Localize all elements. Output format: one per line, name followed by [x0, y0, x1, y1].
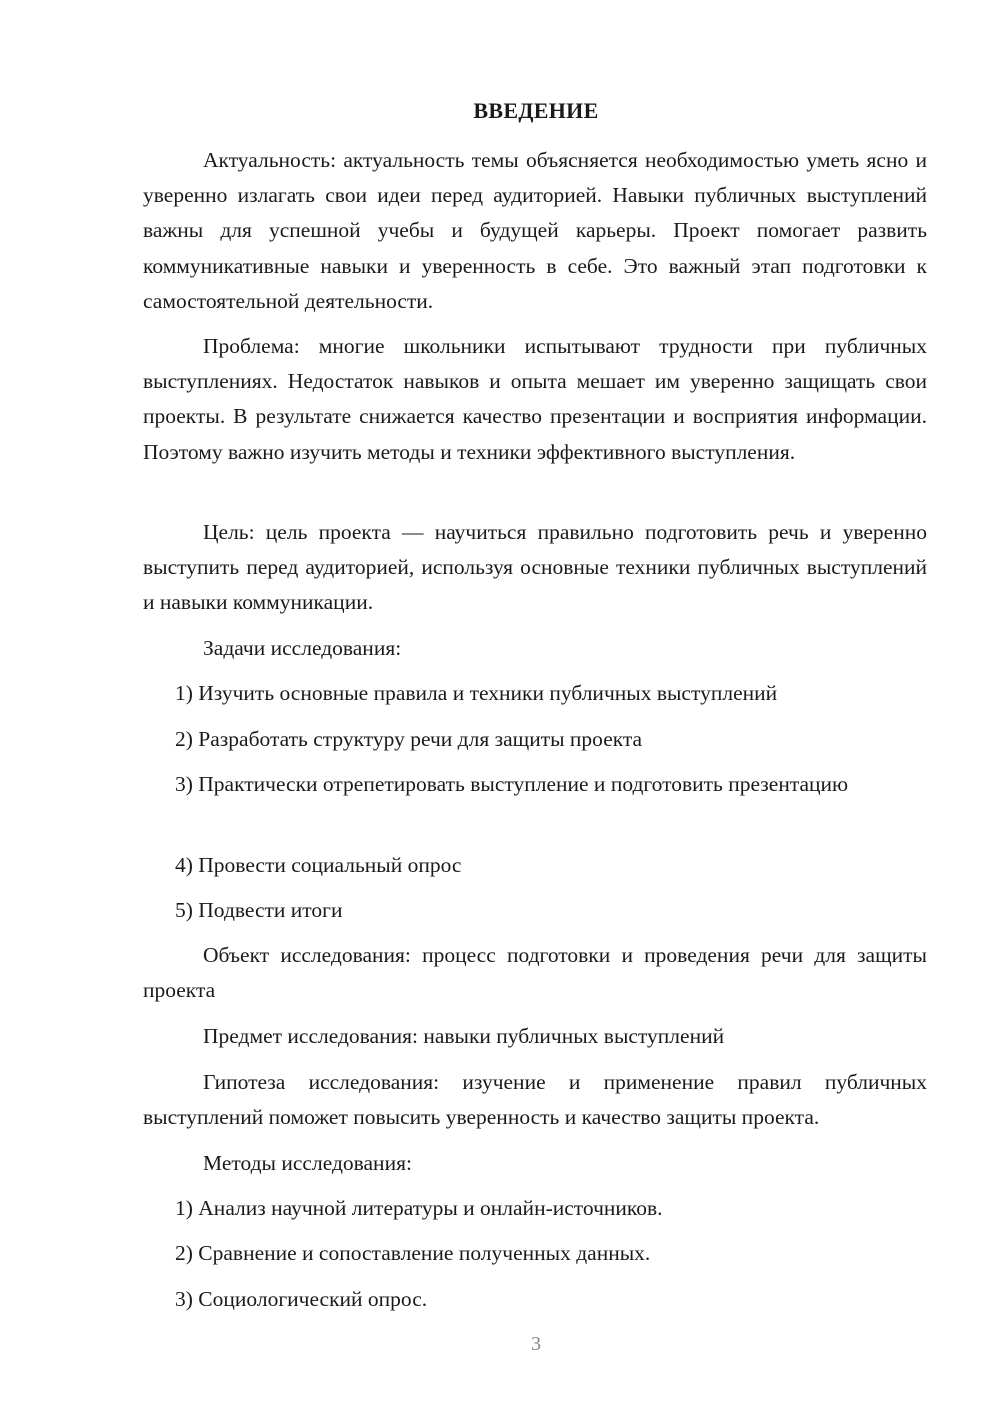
method-item-2: 2) Сравнение и сопоставление полученных данных.: [175, 1241, 651, 1265]
methods-heading: Методы исследования:: [203, 1151, 412, 1175]
task-item-3: 3) Практически отрепетировать выступление и подготовить презентацию: [175, 772, 849, 796]
task-item-2: 2) Разработать структуру речи для защиты проекта: [175, 727, 643, 751]
relevance-paragraph: Актуальность: актуальность темы объясняется необходимостью уметь ясно и уверенно излагать свои идеи перед аудиторией. Навыки публичных выступлений важны для успешной учебы и будущей карьеры. Проект помогает развить коммуникативные навыки и уверенность в себе. Это важный этап подготовки к самостоятельной деятельности.: [143, 148, 927, 313]
task-item-5: 5) Подвести итоги: [175, 898, 343, 922]
task-item-1: 1) Изучить основные правила и техники публичных выступлений: [175, 681, 778, 705]
problem-paragraph: Проблема: многие школьники испытывают трудности при публичных выступлениях. Недостаток навыков и опыта мешает им уверенно защищать свои проекты. В результате снижается качество презентации и восприятия информации. Поэтому важно изучить методы и техники эффективного выступления.: [143, 334, 927, 464]
tasks-heading: Задачи исследования:: [203, 636, 402, 660]
subject-paragraph: Предмет исследования: навыки публичных выступлений: [203, 1024, 725, 1048]
method-item-3: 3) Социологический опрос.: [175, 1287, 428, 1311]
goal-paragraph: Цель: цель проекта — научиться правильно подготовить речь и уверенно выступить перед аудиторией, используя основные техники публичных выступлений и навыки коммуникации.: [143, 520, 927, 615]
section-title: ВВЕДЕНИЕ: [473, 98, 599, 123]
object-paragraph: Объект исследования: процесс подготовки и проведения речи для защиты проекта: [143, 943, 927, 1003]
hypothesis-paragraph: Гипотеза исследования: изучение и применение правил публичных выступлений поможет повысить уверенность и качество защиты проекта.: [143, 1070, 927, 1130]
page-number: 3: [531, 1333, 541, 1355]
task-item-4: 4) Провести социальный опрос: [175, 853, 462, 877]
method-item-1: 1) Анализ научной литературы и онлайн-источников.: [175, 1196, 663, 1220]
